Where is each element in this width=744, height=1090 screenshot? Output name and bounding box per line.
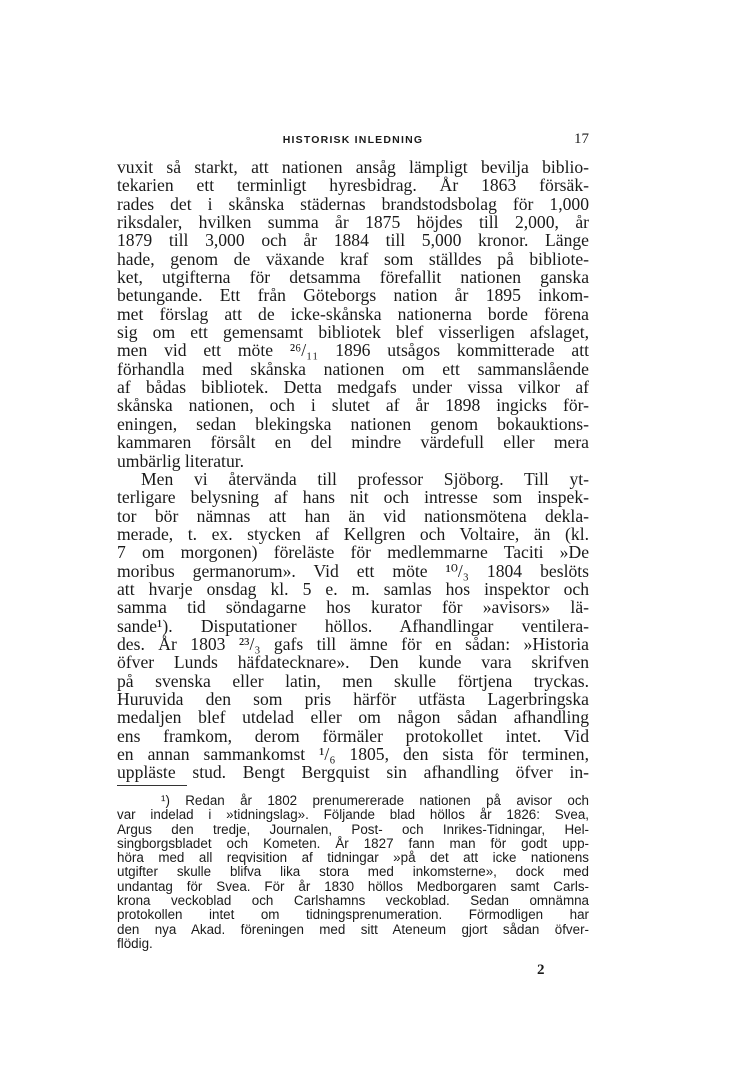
text-line: samma tid söndagarne hos kurator för »avisors» lä- [117,597,589,618]
footnote-line: krona veckoblad och Carlshamns veckoblad. Sedan omnämna [117,893,589,909]
text-line: uppläste stud. Bengt Bergquist sin afhandling öfver in- [117,762,589,783]
text-line: sande¹). Disputationer höllos. Afhandlingar ventilera- [117,615,589,636]
footnote-line: flödig. [117,935,153,951]
footnote-line: var indelad i »tidningslag». Följande blad höllos år 1826: Svea, [117,807,589,823]
text-line: skånska nationen, och i slutet af år 1898 ingicks för- [117,395,589,416]
text-line: eningen, sedan blekingska nationen genom bokauktions- [117,413,589,434]
text-line: Huruvida den som pris härför utfästa Lagerbringska [117,688,589,709]
text-line: sig om ett gemensamt bibliotek blef visserligen afslaget, [117,322,589,343]
text-line: på svenska eller latin, men skulle förtjena tryckas. [117,670,589,691]
text-line: des. År 1803 ²³/₃ gafs till ämne för en sådan: »Historia [117,633,589,654]
footnote-line: protokollen intet om tidningsprenumeration. Förmodligen har [117,907,589,923]
footnote-line: den nya Akad. föreningen med sitt Ateneum gjort sådan öfver- [117,921,589,937]
text-line: moribus germanorum». Vid ett möte ¹⁰/₃ 1804 beslöts [117,560,589,581]
text-line: en annan sammankomst ¹/₆ 1805, den sista för terminen, [117,744,589,764]
running-header [117,131,589,152]
text-line: förhandla med skånska nationen om ett sammanslående [117,358,589,379]
text-line: medaljen blef utdelad eller om någon sådan afhandling [117,707,589,728]
body-text [117,158,589,782]
text-line: 1879 till 3,000 och år 1884 till 5,000 kronor. Länge [117,230,589,251]
text-line: tor bör nämnas att han än vid nationsmötena dekla- [117,505,589,526]
text-line: merade, t. ex. stycken af Kellgren och Voltaire, än (kl. [117,523,589,544]
text-line: met förslag att de icke-skånska nationerna borde förena [117,303,589,324]
text-line: ens framkom, derom förmäler protokollet intet. Vid [117,725,589,746]
text-line: men vid ett möte ²⁶/₁₁ 1896 utsågos kommitterade att [117,340,589,361]
signature-mark: 2 [537,962,545,978]
text-line: ket, utgifterna för detsamma förefallit nationen ganska [117,267,589,288]
footnote-rule [117,785,187,786]
text-line: terligare belysning af hans nit och intresse som inspek- [117,487,589,508]
text-line: att hvarje onsdag kl. 5 e. m. samlas hos inspektor och [117,578,589,599]
page-number: 17 [574,131,589,147]
footnote-line: undantag för Svea. För år 1830 höllos Medborgaren samt Carls- [117,878,589,894]
footnote [117,794,589,951]
text-line: öfver Lunds häfdatecknare». Den kunde vara skrifven [117,652,589,673]
footnote-line: Argus den tredje, Journalen, Post- och Inrikes-Tidningar, Hel- [117,821,589,837]
footnote-line: höra med all reqvisition af tidningar »på det att icke nationens [117,850,589,866]
text-line: af bådas bibliotek. Detta medgafs under vissa vilkor af [117,377,589,398]
header-title: HISTORISK INLEDNING [282,134,424,146]
footnote-line: ¹) Redan år 1802 prenumererade nationen på avisor och [161,793,589,808]
footnote-line: utgifter skulle blifva lika stora med inkomsterne», dock med [117,864,589,880]
text-line: tekarien ett terminligt hyresbidrag. År 1863 försäk- [117,175,589,196]
text-line: riksdaler, hvilken summa år 1875 höjdes till 2,000, år [117,212,589,233]
text-line: vuxit så starkt, att nationen ansåg lämpligt bevilja biblio- [117,157,589,177]
footnote-line: singborgsbladet och Kometen. År 1827 fann man för godt upp- [117,835,589,851]
text-line: hade, genom de växande kraf som ställdes på bibliote- [117,248,589,269]
text-line: Men vi återvända till professor Sjöborg. Till yt- [141,468,589,489]
text-line: umbärlig literatur. [117,450,245,471]
text-line: betungande. Ett från Göteborgs nation år 1895 inkom- [117,285,589,306]
text-line: rades det i skånska städernas brandstodsbolag för 1,000 [117,193,589,214]
text-line: kammaren försålt en del mindre värdefull eller mera [117,432,589,453]
text-line: 7 om morgonen) föreläste för medlemmarne Taciti »De [117,542,589,563]
